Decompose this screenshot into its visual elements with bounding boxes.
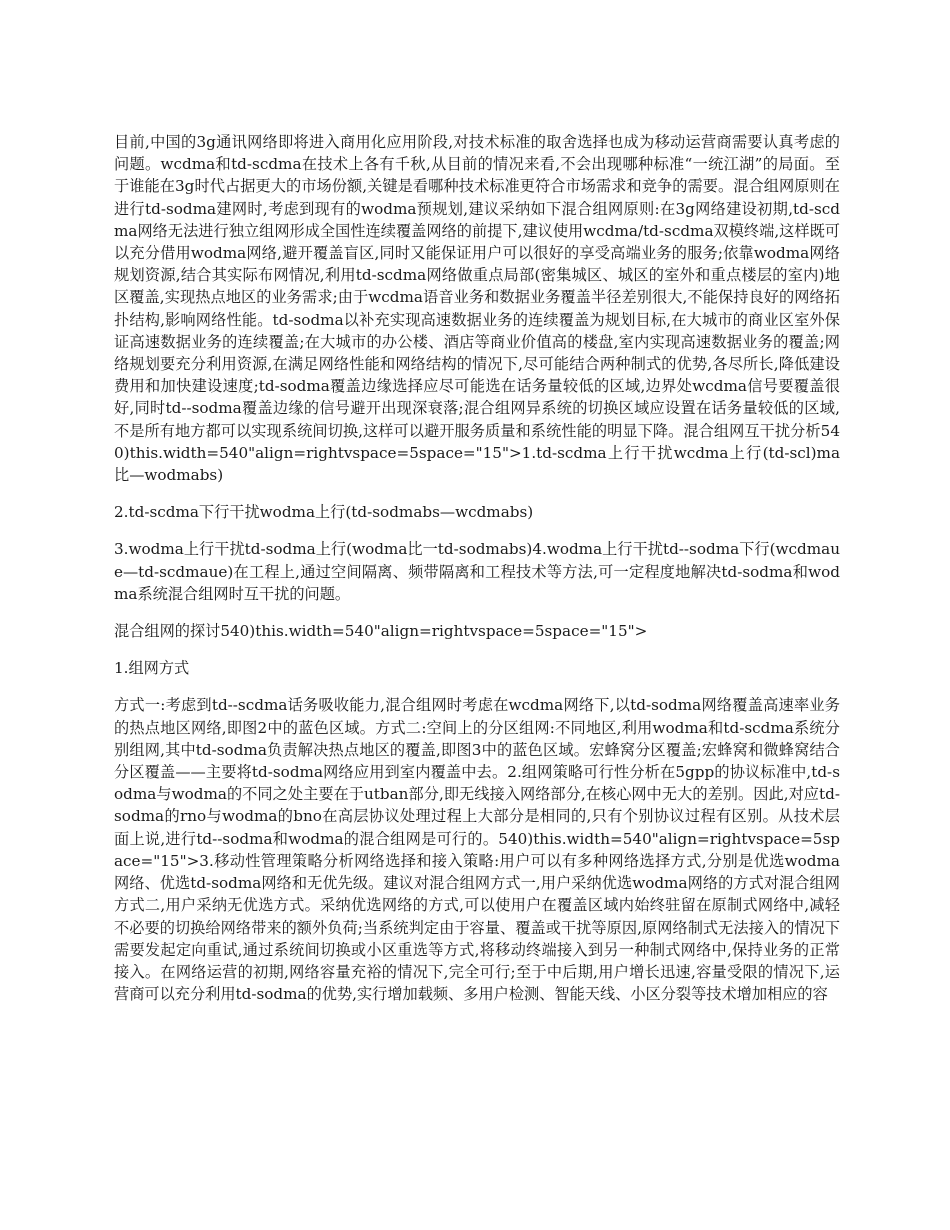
paragraph-interference-2: 2.td-scdma下行干扰wodma上行(td-sodmabs—wcdmabs)	[114, 503, 534, 522]
paragraph-intro: 目前,中国的3g通讯网络即将进入商用化应用阶段,对技术标准的取舍选择也成为移动运营商需要认真考虑的问题。wcdma和td-scdma在技术上各有千秋,从目前的情况来看,不会出现哪种标准“一统江湖”的局面。至于谁能在3g时代占据更大的市场份额,关键是看哪种技术标准更符合市场需求和竞争的需要。混合组网原则在进行td-sodma建网时,考虑到现有的wodma预规划,建议采纳如下混合组网原则:在3g网络建设初期,td-scdma网络无法进行独立组网形成全国性连续覆盖网络的前提下,建议使用wcdma/td-scdma双模终端,这样既可以充分借用wodma网络,避开覆盖盲区,同时又能保证用户可以很好的享受高端业务的服务;依靠wodma网络规划资源,结合其实际布网情况,利用td-scdma网络做重点局部(密集城区、城区的室外和重点楼层的室内)地区覆盖,实现热点地区的业务需求;由于wcdma语音业务和数据业务覆盖半径差别很大,不能保持良好的网络拓扑结构,影响网络性能。td-sodma以补充实现高速数据业务的连续覆盖为规划目标,在大城市的商业区室外保证高速数据业务的连续覆盖;在大城市的办公楼、酒店等商业价值高的楼盘,室内实现高速数据业务的覆盖;网络规划要充分利用资源,在满足网络性能和网络结构的情况下,尽可能结合两种制式的优势,各尽所长,降低建设费用和加快建设速度;td-sodma覆盖边缘选择应尽可能选在话务量较低的区域,边界处wcdma信号要覆盖很好,同时td--sodma覆盖边缘的信号避开出现深衰落;混合组网异系统的切换区域应设置在话务量较低的区域,不是所有地方都可以实现系统间切换,这样可以避开服务质量和系统性能的明显下降。混合组网互干扰分析540)this.width=540"align=rightvspace=5space="15">1.td-scdma上行干扰wcdma上行(td-scl)ma比—wodmabs)	[114, 133, 840, 485]
paragraph-hybrid-discussion: 混合组网的探讨540)this.width=540"align=rightvspace=5space="15">	[114, 622, 648, 641]
section-heading-networking-mode: 1.组网方式	[114, 659, 190, 678]
article-body	[114, 131, 840, 1020]
paragraph-networking-modes: 方式一:考虑到td--scdma话务吸收能力,混合组网时考虑在wcdma网络下,以td-sodma网络覆盖高速率业务的热点地区网络,即图2中的蓝色区域。方式二:空间上的分区组网:不同地区,利用wodma和td-scdma系统分别组网,其中td-sodma负责解决热点地区的覆盖,即图3中的蓝色区域。宏蜂窝分区覆盖;宏蜂窝和微蜂窝结合分区覆盖——主要将td-sodma网络应用到室内覆盖中去。2.组网策略可行性分析在5gpp的协议标准中,td-sodma与wodma的不同之处主要在于utban部分,即无线接入网络部分,在核心网中无大的差别。因此,对应td-sodma的rno与wodma的bno在高层协议处理过程上大部分是相同的,只有个别协议过程有区别。从技术层面上说,进行td--sodma和wodma的混合组网是可行的。540)this.width=540"align=rightvspace=5space="15">3.移动性管理策略分析网络选择和接入策略:用户可以有多种网络选择方式,分别是优选wodma网络、优选td-sodma网络和无优先级。建议对混合组网方式一,用户采纳优选wodma网络的方式对混合组网方式二,用户采纳无优选方式。采纳优选网络的方式,可以使用户在覆盖区域内始终驻留在原制式网络中,减轻不必要的切换给网络带来的额外负荷;当系统判定由于容量、覆盖或干扰等原因,原网络制式无法接入的情况下需要发起定向重试,通过系统间切换或小区重选等方式,将移动终端接入到另一种制式网络中,保持业务的正常接入。在网络运营的初期,网络容量充裕的情况下,完全可行;至于中后期,用户增长迅速,容量受限的情况下,运营商可以充分利用td-sodma的优势,实行增加载频、多用户检测、智能天线、小区分裂等技术增加相应的容	[114, 696, 840, 1004]
paragraph-interference-3-4: 3.wodma上行干扰td-sodma上行(wodma比一td-sodmabs)4.wodma上行干扰td--sodma下行(wcdmaue—td-scdmaue)在工程上,通过空间隔离、频带隔离和工程技术等方法,可一定程度地解决td-sodma和wodma系统混合组网时互干扰的问题。	[114, 540, 840, 603]
